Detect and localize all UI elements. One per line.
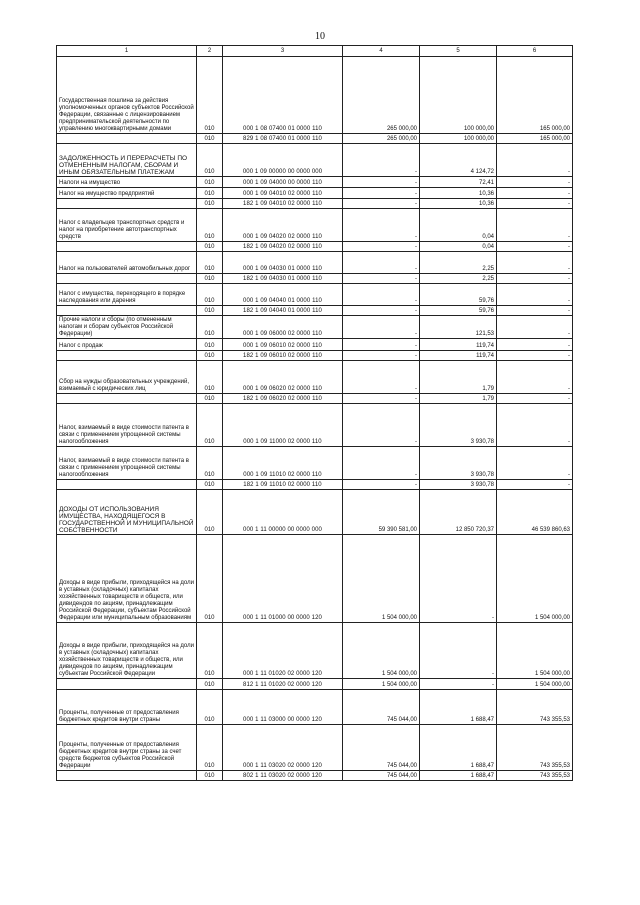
row-col6-value: 165 000,00 <box>497 57 573 134</box>
row-col4-value: 1 504 000,00 <box>343 623 420 679</box>
row-col5-value: 0,04 <box>420 209 497 242</box>
table-row <box>57 394 573 404</box>
row-name <box>57 771 197 781</box>
revenue-table <box>56 45 573 781</box>
row-col5-value: 1,79 <box>420 361 497 394</box>
row-budget-code: 000 1 11 00000 00 0000 000 <box>223 490 343 535</box>
row-line-code: 010 <box>197 623 223 679</box>
row-col5-value: 100 000,00 <box>420 57 497 134</box>
table-row <box>57 404 573 447</box>
row-col4-value: - <box>343 316 420 339</box>
row-name: Налог с имущества, переходящего в порядке наследования или дарения <box>57 284 197 306</box>
row-col6-value: 46 539 860,63 <box>497 490 573 535</box>
row-col6-value: - <box>497 361 573 394</box>
row-name <box>57 242 197 252</box>
row-col6-value: 165 000,00 <box>497 134 573 144</box>
row-name: Прочие налоги и сборы (по отмененным налогам и сборам субъектов Российской Федерации) <box>57 316 197 339</box>
row-col4-value: 1 504 000,00 <box>343 535 420 623</box>
header-col-1: 1 <box>57 46 197 57</box>
row-col5-value: 1 688,47 <box>420 690 497 725</box>
row-budget-code: 000 1 08 07400 01 0000 110 <box>223 57 343 134</box>
table-row <box>57 144 573 177</box>
row-name: ЗАДОЛЖЕННОСТЬ И ПЕРЕРАСЧЕТЫ ПО ОТМЕНЕННЫМ НАЛОГАМ, СБОРАМ И ИНЫМ ОБЯЗАТЕЛЬНЫМ ПЛАТЕЖАМ <box>57 144 197 177</box>
row-col4-value: - <box>343 209 420 242</box>
row-line-code: 010 <box>197 306 223 316</box>
table-row <box>57 339 573 351</box>
table-row <box>57 535 573 623</box>
row-line-code: 010 <box>197 404 223 447</box>
row-line-code: 010 <box>197 339 223 351</box>
row-col5-value: - <box>420 535 497 623</box>
table-body <box>57 57 573 781</box>
table-row <box>57 725 573 771</box>
row-name: Налог, взимаемый в виде стоимости патента в связи с применением упрощенной системы налогообложения <box>57 404 197 447</box>
row-name <box>57 394 197 404</box>
row-col6-value: 743 355,53 <box>497 725 573 771</box>
row-budget-code: 000 1 09 04020 02 0000 110 <box>223 209 343 242</box>
row-col4-value: - <box>343 242 420 252</box>
row-name: Проценты, полученные от предоставления бюджетных кредитов внутри страны за счет средств бюджетов субъектов Российской Федерации <box>57 725 197 771</box>
row-col5-value: 119,74 <box>420 351 497 361</box>
row-col5-value: 3 930,78 <box>420 404 497 447</box>
table-row <box>57 57 573 134</box>
row-name <box>57 134 197 144</box>
row-name: Налог на пользователей автомобильных дорог <box>57 252 197 274</box>
table-row <box>57 252 573 274</box>
row-name: Доходы в виде прибыли, приходящейся на доли в уставных (складочных) капиталах хозяйственных товариществ и обществ, или дивидендов по акциям, принадлежащим Российской Федерации, субъектам Российской Федерации или муниципальным образованиям <box>57 535 197 623</box>
row-col6-value: - <box>497 242 573 252</box>
row-col6-value: - <box>497 252 573 274</box>
row-line-code: 010 <box>197 679 223 690</box>
row-col5-value: 59,76 <box>420 306 497 316</box>
row-col6-value: - <box>497 188 573 199</box>
row-col5-value: 3 930,78 <box>420 480 497 490</box>
row-col4-value: 265 000,00 <box>343 134 420 144</box>
row-col6-value: 1 504 000,00 <box>497 679 573 690</box>
row-name <box>57 480 197 490</box>
row-line-code: 010 <box>197 771 223 781</box>
table-row <box>57 361 573 394</box>
header-col-3: 3 <box>223 46 343 57</box>
row-col4-value: - <box>343 188 420 199</box>
row-col4-value: - <box>343 351 420 361</box>
row-line-code: 010 <box>197 209 223 242</box>
row-col5-value: 2,25 <box>420 252 497 274</box>
row-col4-value: - <box>343 404 420 447</box>
row-line-code: 010 <box>197 144 223 177</box>
table-row <box>57 447 573 480</box>
row-col6-value: - <box>497 316 573 339</box>
row-line-code: 010 <box>197 725 223 771</box>
row-col4-value: 265 000,00 <box>343 57 420 134</box>
row-col4-value: - <box>343 480 420 490</box>
row-line-code: 010 <box>197 274 223 284</box>
row-name <box>57 351 197 361</box>
row-col4-value: - <box>343 394 420 404</box>
table-row <box>57 306 573 316</box>
row-budget-code: 000 1 09 04000 00 0000 110 <box>223 177 343 188</box>
row-budget-code: 000 1 09 06000 02 0000 110 <box>223 316 343 339</box>
row-budget-code: 000 1 11 01020 02 0000 120 <box>223 623 343 679</box>
row-name <box>57 274 197 284</box>
row-line-code: 010 <box>197 361 223 394</box>
row-col5-value: 72,41 <box>420 177 497 188</box>
row-col6-value: - <box>497 339 573 351</box>
row-col4-value: 745 044,00 <box>343 690 420 725</box>
row-col4-value: - <box>343 274 420 284</box>
row-col4-value: 745 044,00 <box>343 771 420 781</box>
row-name: Налог на имущество предприятий <box>57 188 197 199</box>
row-col5-value: 12 850 720,37 <box>420 490 497 535</box>
table-row <box>57 209 573 242</box>
row-col6-value: - <box>497 404 573 447</box>
table-row <box>57 199 573 209</box>
row-col6-value: - <box>497 306 573 316</box>
row-budget-code: 000 1 09 06010 02 0000 110 <box>223 339 343 351</box>
row-col4-value: 745 044,00 <box>343 725 420 771</box>
row-budget-code: 000 1 09 11000 02 0000 110 <box>223 404 343 447</box>
row-col5-value: 100 000,00 <box>420 134 497 144</box>
row-name: Налог с владельцев транспортных средств и налог на приобретение автотранспортных средств <box>57 209 197 242</box>
row-budget-code: 000 1 09 04010 02 0000 110 <box>223 188 343 199</box>
table-row <box>57 188 573 199</box>
row-col4-value: - <box>343 339 420 351</box>
row-col4-value: - <box>343 306 420 316</box>
row-col5-value: - <box>420 679 497 690</box>
row-name: Проценты, полученные от предоставления бюджетных кредитов внутри страны <box>57 690 197 725</box>
row-col4-value: - <box>343 252 420 274</box>
row-budget-code: 182 1 09 04040 01 0000 110 <box>223 306 343 316</box>
row-col5-value: - <box>420 623 497 679</box>
table-row <box>57 690 573 725</box>
row-name: Налог, взимаемый в виде стоимости патента в связи с применением упрощенной системы налогообложения <box>57 447 197 480</box>
row-name <box>57 306 197 316</box>
row-budget-code: 000 1 11 03000 00 0000 120 <box>223 690 343 725</box>
row-col6-value: 743 355,53 <box>497 771 573 781</box>
row-line-code: 010 <box>197 177 223 188</box>
row-budget-code: 000 1 09 11010 02 0000 110 <box>223 447 343 480</box>
row-budget-code: 000 1 09 00000 00 0000 000 <box>223 144 343 177</box>
row-budget-code: 000 1 11 01000 00 0000 120 <box>223 535 343 623</box>
table-row <box>57 242 573 252</box>
row-col4-value: - <box>343 284 420 306</box>
table-row <box>57 177 573 188</box>
table-row <box>57 771 573 781</box>
row-col6-value: - <box>497 284 573 306</box>
row-line-code: 010 <box>197 535 223 623</box>
row-col5-value: 10,36 <box>420 188 497 199</box>
row-col6-value: 1 504 000,00 <box>497 623 573 679</box>
row-col4-value: 59 390 581,00 <box>343 490 420 535</box>
row-budget-code: 802 1 11 03020 02 0000 120 <box>223 771 343 781</box>
row-name: Сбор на нужды образовательных учреждений, взимаемый с юридических лиц <box>57 361 197 394</box>
row-budget-code: 182 1 09 04020 02 0000 110 <box>223 242 343 252</box>
row-budget-code: 182 1 09 06020 02 0000 110 <box>223 394 343 404</box>
row-col6-value: - <box>497 351 573 361</box>
header-col-4: 4 <box>343 46 420 57</box>
row-col5-value: 121,53 <box>420 316 497 339</box>
row-budget-code: 182 1 09 11010 02 0000 110 <box>223 480 343 490</box>
row-col6-value: - <box>497 480 573 490</box>
row-col5-value: 1 688,47 <box>420 725 497 771</box>
row-col5-value: 2,25 <box>420 274 497 284</box>
row-col6-value: - <box>497 199 573 209</box>
table-row <box>57 134 573 144</box>
row-col5-value: 4 124,72 <box>420 144 497 177</box>
row-line-code: 010 <box>197 134 223 144</box>
table-row <box>57 480 573 490</box>
row-col4-value: - <box>343 177 420 188</box>
row-col6-value: - <box>497 447 573 480</box>
table-row <box>57 274 573 284</box>
row-name: ДОХОДЫ ОТ ИСПОЛЬЗОВАНИЯ ИМУЩЕСТВА, НАХОДЯЩЕГОСЯ В ГОСУДАРСТВЕННОЙ И МУНИЦИПАЛЬНОЙ СОБСТВЕННОСТИ <box>57 490 197 535</box>
row-col5-value: 59,76 <box>420 284 497 306</box>
table-row <box>57 623 573 679</box>
row-line-code: 010 <box>197 480 223 490</box>
row-name: Налог с продаж <box>57 339 197 351</box>
row-line-code: 010 <box>197 690 223 725</box>
row-col5-value: 1 688,47 <box>420 771 497 781</box>
row-line-code: 010 <box>197 252 223 274</box>
row-col6-value: - <box>497 177 573 188</box>
header-col-5: 5 <box>420 46 497 57</box>
row-budget-code: 000 1 09 06020 02 0000 110 <box>223 361 343 394</box>
row-line-code: 010 <box>197 447 223 480</box>
header-row <box>57 46 573 57</box>
row-col4-value: - <box>343 144 420 177</box>
row-line-code: 010 <box>197 188 223 199</box>
table-row <box>57 316 573 339</box>
row-budget-code: 182 1 09 06010 02 0000 110 <box>223 351 343 361</box>
row-line-code: 010 <box>197 242 223 252</box>
row-line-code: 010 <box>197 351 223 361</box>
row-budget-code: 182 1 09 04010 02 0000 110 <box>223 199 343 209</box>
row-col6-value: 1 504 000,00 <box>497 535 573 623</box>
row-col5-value: 0,04 <box>420 242 497 252</box>
row-col4-value: - <box>343 199 420 209</box>
row-budget-code: 000 1 11 03020 02 0000 120 <box>223 725 343 771</box>
row-name: Доходы в виде прибыли, приходящейся на доли в уставных (складочных) капиталах хозяйственных товариществ и обществ, или дивидендов по акциям, принадлежащим субъектам Российской Федерации <box>57 623 197 679</box>
row-budget-code: 000 1 09 04030 01 0000 110 <box>223 252 343 274</box>
row-name: Налоги на имущество <box>57 177 197 188</box>
row-line-code: 010 <box>197 490 223 535</box>
table-row <box>57 490 573 535</box>
header-col-2: 2 <box>197 46 223 57</box>
row-col5-value: 119,74 <box>420 339 497 351</box>
row-budget-code: 182 1 09 04030 01 0000 110 <box>223 274 343 284</box>
table-row <box>57 351 573 361</box>
row-col4-value: 1 504 000,00 <box>343 679 420 690</box>
row-col5-value: 10,36 <box>420 199 497 209</box>
table-row <box>57 284 573 306</box>
row-col6-value: - <box>497 144 573 177</box>
table-row <box>57 679 573 690</box>
row-col4-value: - <box>343 361 420 394</box>
row-col6-value: 743 355,53 <box>497 690 573 725</box>
page-number: 10 <box>315 31 325 42</box>
header-col-6: 6 <box>497 46 573 57</box>
row-line-code: 010 <box>197 316 223 339</box>
row-line-code: 010 <box>197 394 223 404</box>
row-budget-code: 812 1 11 01020 02 0000 120 <box>223 679 343 690</box>
row-col6-value: - <box>497 394 573 404</box>
row-col5-value: 1,79 <box>420 394 497 404</box>
row-line-code: 010 <box>197 284 223 306</box>
row-col4-value: - <box>343 447 420 480</box>
row-line-code: 010 <box>197 199 223 209</box>
row-name <box>57 199 197 209</box>
row-name: Государственная пошлина за действия уполномоченных органов субъектов Российской Федерации, связанные с лицензированием предпринимательской деятельности по управлению многоквартирными домами <box>57 57 197 134</box>
row-line-code: 010 <box>197 57 223 134</box>
row-col5-value: 3 930,78 <box>420 447 497 480</box>
row-budget-code: 829 1 08 07400 01 0000 110 <box>223 134 343 144</box>
row-name <box>57 679 197 690</box>
row-col6-value: - <box>497 209 573 242</box>
row-col6-value: - <box>497 274 573 284</box>
row-budget-code: 000 1 09 04040 01 0000 110 <box>223 284 343 306</box>
